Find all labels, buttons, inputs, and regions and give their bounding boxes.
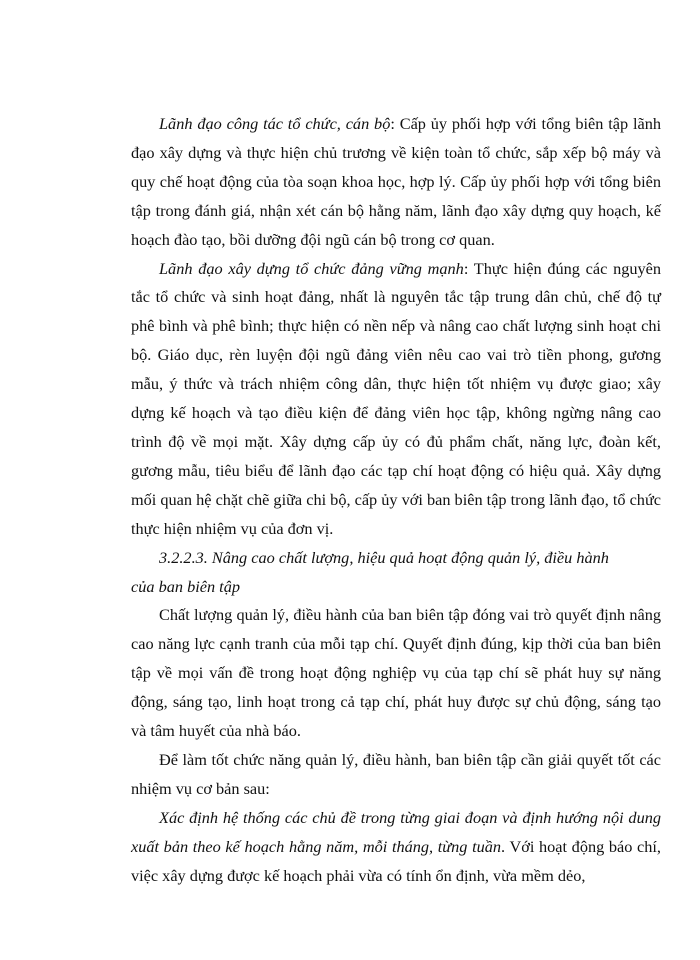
paragraph-text: : Cấp ủy phối hợp với tổng biên tập lãnh đạo xây dựng và thực hiện chủ trương về kiện toàn tổ chức, sắp xếp bộ máy và quy chế hoạt động của tòa soạn khoa học, hợp lý. Cấp ủy phối hợp với tổng biên tập trong đánh giá, nhận xét cán bộ hằng năm, lãnh đạo xây dựng quy hoạch, kế hoạch đào tạo, bồi dưỡng đội ngũ cán bộ trong cơ quan. xyxy=(131,114,661,249)
document-body xyxy=(131,110,661,890)
paragraph-lead: Lãnh đạo công tác tổ chức, cán bộ xyxy=(159,114,391,133)
section-heading xyxy=(131,544,661,573)
section-heading-line1: 3.2.2.3. Nâng cao chất lượng, hiệu quả hoạt động quản lý, điều hành xyxy=(159,547,609,567)
paragraph-lead: Lãnh đạo xây dựng tổ chức đảng vững mạnh xyxy=(159,258,464,278)
paragraph-text: : Thực hiện đúng các nguyên tắc tổ chức và sinh hoạt đảng, nhất là nguyên tắc tập trung dân chủ, chế độ tự phê bình và phê bình; thực hiện có nền nếp và nâng cao chất lượng sinh hoạt chi bộ. Giáo dục, rèn luyện đội ngũ đảng viên nêu cao vai trò tiền phong, gương mẫu, ý thức và trách nhiệm công dân, thực hiện tốt nhiệm vụ được giao; xây dựng kế hoạch và tạo điều kiện để đảng viên học tập, không ngừng nâng cao trình độ về mọi mặt. Xây dựng cấp ủy có đủ phẩm chất, năng lực, đoàn kết, gương mẫu, tiêu biểu để lãnh đạo các tạp chí hoạt động có hiệu quả. Xây dựng mối quan hệ chặt chẽ giữa chi bộ, cấp ủy với ban biên tập trong lãnh đạo, tổ chức thực hiện nhiệm vụ của đơn vị. xyxy=(131,258,661,538)
paragraph-text: . Với hoạt động báo chí, việc xây dựng được kế hoạch phải vừa có tính ổn định, vừa mềm dẻo, xyxy=(131,836,661,885)
paragraph-topic-planning xyxy=(131,804,661,891)
paragraph-leadership-organization xyxy=(131,110,661,255)
paragraph-management-quality: Chất lượng quản lý, điều hành của ban biên tập đóng vai trò quyết định nâng cao năng lực cạnh tranh của mỗi tạp chí. Quyết định đúng, kịp thời của ban biên tập về mọi vấn đề trong hoạt động nghiệp vụ của tạp chí sẽ phát huy sự năng động, sáng tạo, linh hoạt trong cả tạp chí, phát huy được sự chủ động, sáng tạo và tâm huyết của nhà báo. xyxy=(131,605,661,741)
paragraph-party-building xyxy=(131,255,661,544)
paragraph-lead: Xác định hệ thống các chủ đề trong từng giai đoạn và định hướng nội dung xuất bản theo kế hoạch hằng năm, mỗi tháng, từng tuần xyxy=(131,807,661,856)
section-heading-line2: của ban biên tập xyxy=(131,576,240,596)
paragraph-tasks-intro: Để làm tốt chức năng quản lý, điều hành, ban biên tập cần giải quyết tốt các nhiệm vụ cơ bản sau: xyxy=(131,749,661,798)
section-heading-continued xyxy=(131,573,661,602)
